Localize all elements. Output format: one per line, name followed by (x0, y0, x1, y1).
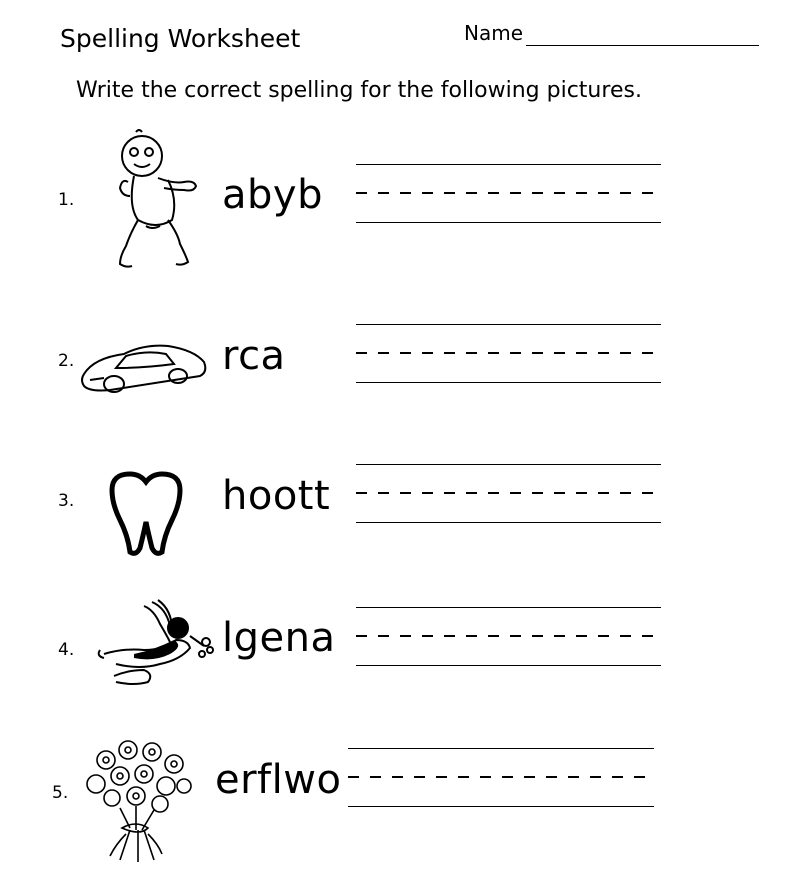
baby-icon (112, 126, 206, 274)
answer-lines[interactable] (356, 464, 661, 526)
item-number: 2. (58, 351, 75, 371)
item-number: 4. (58, 640, 75, 660)
item-number: 5. (52, 783, 69, 803)
car-icon (80, 340, 208, 400)
angel-icon (94, 598, 218, 690)
answer-top-line (356, 607, 661, 608)
answer-bottom-line (356, 222, 661, 223)
answer-bottom-line (356, 382, 661, 383)
answer-top-line (356, 164, 661, 165)
answer-mid-line (356, 192, 661, 194)
answer-mid-line (356, 492, 661, 494)
answer-mid-line (348, 776, 654, 778)
item-number: 3. (58, 491, 75, 511)
answer-bottom-line (356, 665, 661, 666)
scrambled-word: abyb (222, 172, 323, 218)
answer-bottom-line (356, 522, 661, 523)
answer-lines[interactable] (348, 748, 654, 810)
name-label: Name (464, 21, 524, 45)
instructions: Write the correct spelling for the following pictures. (76, 78, 642, 103)
answer-lines[interactable] (356, 607, 661, 669)
item-number: 1. (58, 190, 75, 210)
name-line (526, 45, 759, 46)
answer-top-line (356, 324, 661, 325)
answer-bottom-line (348, 806, 654, 807)
answer-lines[interactable] (356, 324, 661, 386)
scrambled-word: hoott (222, 473, 331, 519)
scrambled-word: rca (222, 333, 286, 379)
answer-top-line (356, 464, 661, 465)
answer-lines[interactable] (356, 164, 661, 226)
tooth-icon (104, 470, 186, 556)
answer-mid-line (356, 352, 661, 354)
answer-mid-line (356, 635, 661, 637)
flower-bouquet-icon (76, 738, 200, 868)
answer-top-line (348, 748, 654, 749)
scrambled-word: lgena (222, 615, 336, 661)
worksheet-title: Spelling Worksheet (60, 24, 301, 53)
scrambled-word: erflwo (215, 757, 342, 803)
